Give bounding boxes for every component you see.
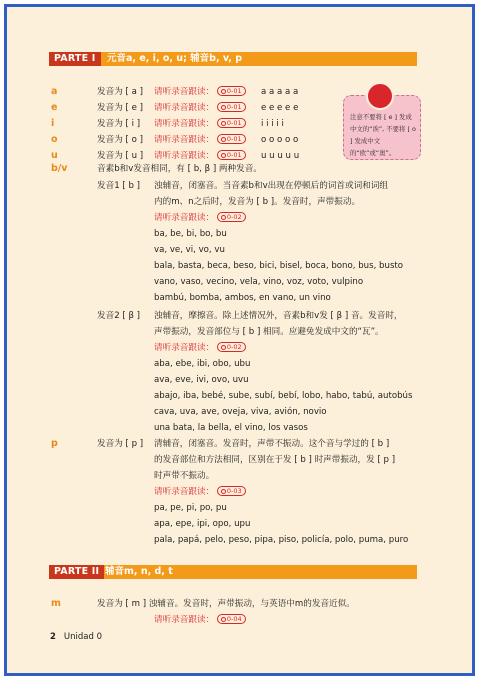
unit-label: Unidad 0: [63, 632, 103, 642]
vowel-repetitions: i i i i i: [261, 119, 284, 129]
page-number: 2: [50, 632, 56, 642]
tip-text: 注意不要将 [ e ] 发成中文的“诶”, 不要将 [ o ] 发成中文的“欧”或“奥”。: [350, 113, 416, 157]
play-icon: [221, 489, 226, 494]
vowel-letter: o: [51, 134, 58, 145]
section-header-part1: [49, 52, 417, 66]
example-word-line: apa, epe, ipi, opo, upu: [154, 519, 251, 529]
m-cue[interactable]: 请听录音跟读： 0-04: [154, 614, 246, 626]
example-word-line: cava, uva, ave, oveja, viva, avión, novio: [154, 407, 327, 417]
audio-track-badge[interactable]: 0-02: [217, 212, 246, 222]
vowel-letter: a: [51, 86, 58, 97]
vowel-repetitions: o o o o o: [261, 135, 299, 145]
section-title: 辅音m, n, d, t: [105, 566, 173, 577]
vowel-cue[interactable]: 请听录音跟读： 0-01: [154, 150, 246, 162]
tip-note: [343, 95, 421, 160]
example-word-line: bala, basta, beca, beso, bici, bisel, boca, bono, bus, busto: [154, 261, 404, 271]
part-tag: PARTE II: [49, 565, 104, 579]
vowel-desc: 发音为 [ o ]: [97, 135, 143, 145]
section-header-part2: [49, 565, 417, 579]
p-line3: 时声带不振动。: [154, 471, 215, 481]
part-tag: PARTE I: [49, 52, 101, 66]
vowel-desc: 发音为 [ a ]: [97, 87, 143, 97]
example-word-line: aba, ebe, ibi, obo, ubu: [154, 359, 251, 369]
vowel-desc: 发音为 [ i ]: [97, 119, 141, 129]
example-word-line: vano, vaso, vecino, vela, vino, voz, voto, vulpino: [154, 277, 364, 287]
bv-sound2-cue[interactable]: 请听录音跟读： 0-02: [154, 342, 246, 354]
vowel-repetitions: e e e e e: [261, 103, 299, 113]
bv-sound2-line1: 浊辅音，摩擦音。除上述情况外，音素b和v发 [ β ] 音。发音时，: [154, 311, 403, 321]
section-title: 元音a, e, i, o, u; 辅音b, v, p: [107, 53, 243, 64]
example-word-line: pa, pe, pi, po, pu: [154, 503, 227, 513]
vowel-letter: e: [51, 102, 58, 113]
vowel-cue[interactable]: 请听录音跟读： 0-01: [154, 102, 246, 114]
vowel-desc: 发音为 [ u ]: [97, 151, 144, 161]
example-word-line: una bata, la bella, el vino, los vasos: [154, 423, 308, 433]
vowel-desc: 发音为 [ e ]: [97, 103, 143, 113]
vowel-repetitions: u u u u u: [261, 151, 300, 161]
play-icon: [221, 137, 226, 142]
letter-m: m: [51, 598, 61, 609]
vowel-cue[interactable]: 请听录音跟读： 0-01: [154, 118, 246, 130]
play-icon: [221, 121, 226, 126]
page-footer: [50, 632, 102, 642]
letter-p: p: [51, 438, 58, 449]
vowel-letter: i: [51, 118, 55, 129]
example-word-line: bambú, bomba, ambos, en vano, un vino: [154, 293, 331, 303]
vowel-cue[interactable]: 请听录音跟读： 0-01: [154, 86, 246, 98]
audio-track-badge[interactable]: 0-01: [217, 86, 246, 96]
example-word-line: va, ve, vi, vo, vu: [154, 245, 225, 255]
example-word-line: ba, be, bi, bo, bu: [154, 229, 227, 239]
play-icon: [221, 89, 226, 94]
bv-sound1-line1: 浊辅音，闭塞音。当音素b和v出现在停顿后的词首或词和词组: [154, 181, 388, 191]
letter-b-v: b/v: [51, 163, 68, 174]
audio-track-badge[interactable]: 0-01: [217, 150, 246, 160]
p-line2: 的发音部位和方法相同，区别在于发 [ b ] 时声带振动，发 [ p ]: [154, 455, 396, 465]
play-icon: [221, 105, 226, 110]
vowel-cue[interactable]: 请听录音跟读： 0-01: [154, 134, 246, 146]
example-word-line: ava, eve, ivi, ovo, uvu: [154, 375, 249, 385]
bv-intro: 音素b和v发音相同，有 [ b, β ] 两种发音。: [97, 164, 262, 174]
audio-track-badge[interactable]: 0-03: [217, 486, 246, 496]
p-cue[interactable]: 请听录音跟读： 0-03: [154, 486, 246, 498]
play-icon: [221, 617, 226, 622]
m-desc: 发音为 [ m ] 浊辅音。发音时，声带振动，与英语中m的发音近似。: [97, 599, 355, 609]
p-line1: 清辅音，闭塞音。发音时，声带不振动。这个音与学过的 [ b ]: [154, 439, 390, 449]
vowel-letter: u: [51, 150, 58, 161]
vowel-repetitions: a a a a a: [261, 87, 299, 97]
play-icon: [221, 153, 226, 158]
p-label: 发音为 [ p ]: [97, 439, 144, 449]
bv-sound2-label: 发音2 [ β ]: [97, 311, 141, 321]
bv-sound1-label: 发音1 [ b ]: [97, 181, 141, 191]
play-icon: [221, 215, 226, 220]
bv-sound1-cue[interactable]: 请听录音跟读： 0-02: [154, 212, 246, 224]
play-icon: [221, 345, 226, 350]
example-word-line: pala, papá, pelo, peso, pipa, piso, policía, polo, puma, puro: [154, 535, 409, 545]
audio-track-badge[interactable]: 0-01: [217, 134, 246, 144]
microphone-icon: [366, 82, 394, 110]
audio-track-badge[interactable]: 0-01: [217, 118, 246, 128]
example-word-line: abajo, iba, bebé, sube, subí, bebí, lobo, habo, tabú, autobús: [154, 391, 413, 401]
audio-track-badge[interactable]: 0-01: [217, 102, 246, 112]
bv-sound2-line2: 声带振动，发音部位与 [ b ] 相同。应避免发成中文的“瓦”。: [154, 327, 384, 337]
audio-track-badge[interactable]: 0-04: [217, 614, 246, 624]
audio-track-badge[interactable]: 0-02: [217, 342, 246, 352]
bv-sound1-line2: 内的m、n之后时，发音为 [ b ]。发音时，声带振动。: [154, 197, 361, 207]
